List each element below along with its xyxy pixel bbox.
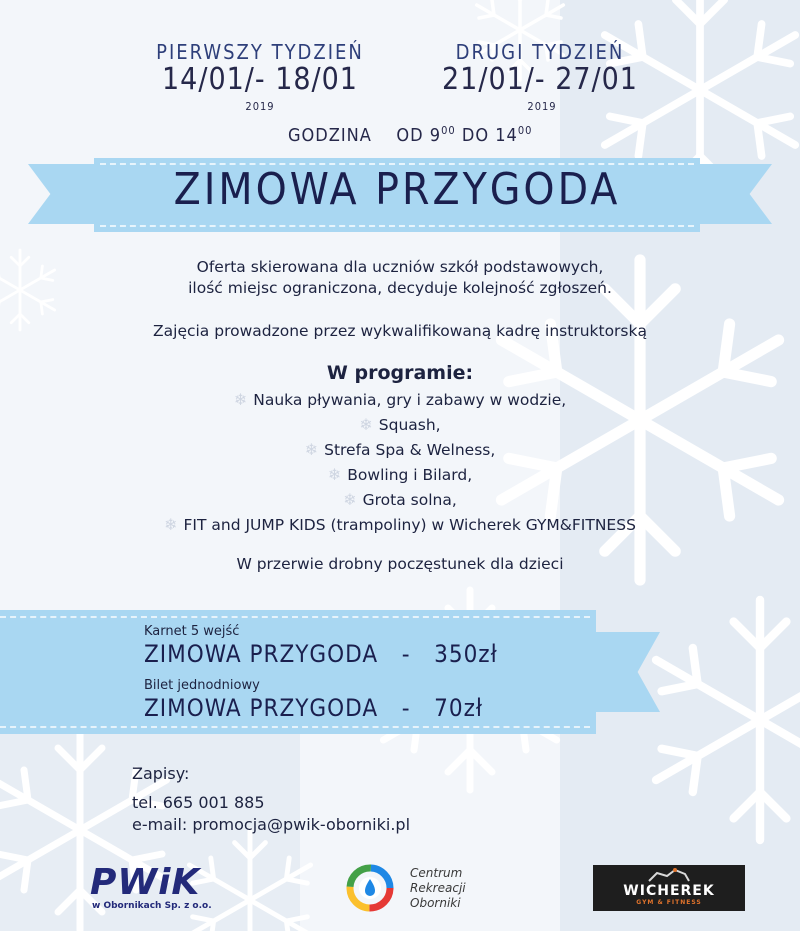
offer-line-2: ilość miejsc ograniczona, decyduje kolejność zgłoszeń.	[188, 279, 612, 297]
crr-logo-text	[410, 866, 466, 911]
hours-from-word: OD	[396, 125, 424, 146]
program-item-text: Squash,	[378, 416, 441, 434]
contact-heading: Zapisy:	[132, 764, 190, 783]
contact-phone[interactable]: tel. 665 001 885	[132, 793, 265, 812]
athlete-silhouette-icon	[645, 867, 693, 883]
week2-label: DRUGI TYDZIEŃ	[455, 40, 625, 64]
program-item-text: Nauka pływania, gry i zabawy w wodzie,	[253, 391, 567, 409]
snowflake-bullet-icon: ❄	[359, 415, 373, 434]
snowflake-bullet-icon: ❄	[343, 490, 357, 509]
hours-to-h: 14	[495, 125, 518, 146]
snack-line: W przerwie drobny poczęstunek dla dzieci	[236, 555, 564, 573]
price-label: Karnet 5 wejść	[144, 624, 240, 639]
crr-line: Rekreacji	[410, 881, 466, 895]
week1-year: 2019	[245, 100, 275, 113]
price-value: 70zł	[434, 694, 484, 722]
price-label: Bilet jednodniowy	[144, 678, 260, 693]
week1-label: PIERWSZY TYDZIEŃ	[156, 40, 364, 64]
price-row	[144, 694, 483, 722]
hours-from-m: 00	[441, 124, 456, 137]
price-row	[144, 640, 498, 668]
program-item-text: Bowling i Bilard,	[347, 466, 473, 484]
hours-prefix: GODZINA	[288, 125, 372, 146]
hours-from-h: 9	[429, 125, 442, 146]
price-separator: -	[401, 694, 411, 722]
snowflake-bullet-icon: ❄	[304, 440, 319, 459]
price-value: 350zł	[434, 640, 498, 668]
program-item	[0, 465, 800, 484]
program-title: W programie:	[326, 362, 474, 384]
program-item-text: FIT and JUMP KIDS (trampoliny) w Wicherek GYM&FITNESS	[183, 516, 636, 534]
wicherek-logo	[593, 865, 745, 911]
program-item	[0, 390, 800, 409]
wicherek-sub: GYM & FITNESS	[636, 899, 702, 906]
crr-logo-icon	[342, 864, 398, 912]
program-item-text: Grota solna,	[362, 491, 457, 509]
crr-line: Centrum	[410, 866, 463, 880]
snowflake-bullet-icon: ❄	[327, 465, 342, 484]
price-name: ZIMOWA PRZYGODA	[144, 640, 379, 668]
program-item	[0, 415, 800, 434]
program-item	[0, 490, 800, 509]
wicherek-name: WICHEREK	[623, 883, 715, 899]
hours-line	[288, 124, 532, 146]
page-title: ZIMOWA PRZYGODA	[173, 164, 621, 215]
crr-line: Oborniki	[410, 896, 461, 910]
pwik-logo: PWiK	[90, 862, 201, 903]
program-item	[0, 515, 800, 534]
contact-email[interactable]: e-mail: promocja@pwik-oborniki.pl	[132, 815, 411, 834]
title-ribbon	[94, 158, 700, 232]
snowflake-bullet-icon: ❄	[233, 390, 248, 409]
week2-year: 2019	[527, 100, 557, 113]
price-name: ZIMOWA PRZYGODA	[144, 694, 379, 722]
hours-to-m: 00	[517, 124, 533, 137]
pwik-logo-sub: w Obornikach Sp. z o.o.	[92, 901, 212, 911]
program-item	[0, 440, 800, 459]
hours-to-word: DO	[461, 125, 490, 146]
week1-dates: 14/01/- 18/01	[162, 62, 358, 97]
offer-line-1: Oferta skierowana dla uczniów szkół podstawowych,	[196, 258, 604, 276]
price-separator: -	[401, 640, 411, 668]
snowflake-bullet-icon: ❄	[164, 515, 178, 534]
price-ribbon	[0, 610, 596, 734]
week2-dates: 21/01/- 27/01	[442, 62, 638, 97]
staff-line: Zajęcia prowadzone przez wykwalifikowaną kadrę instruktorską	[153, 322, 647, 340]
program-item-text: Strefa Spa & Welness,	[324, 441, 496, 459]
